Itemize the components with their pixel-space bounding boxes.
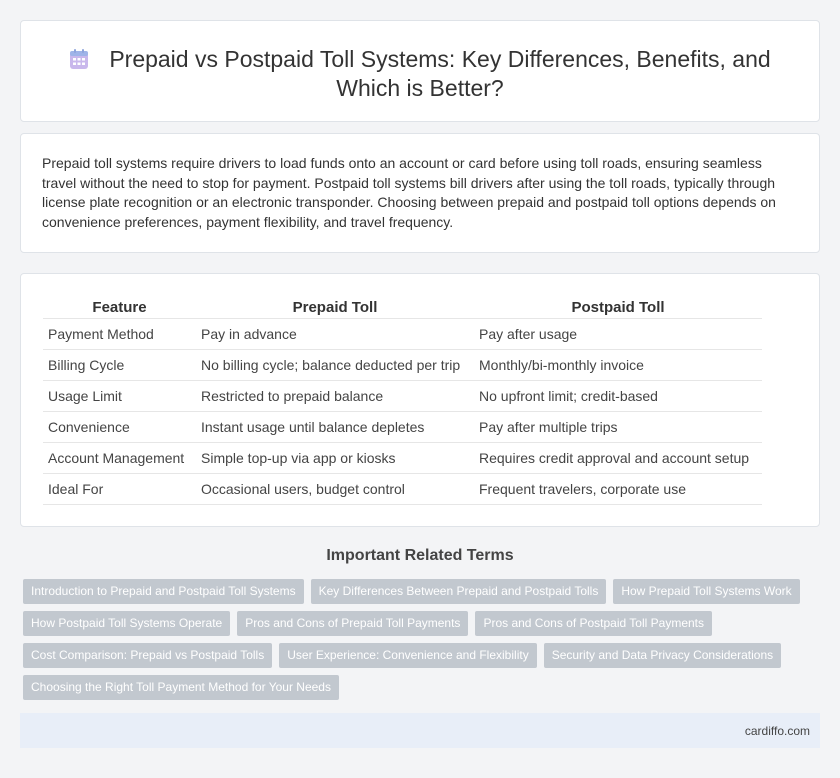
tag-row [23, 611, 823, 643]
related-term-link[interactable]: Security and Data Privacy Considerations [544, 643, 781, 668]
footer-site-link[interactable]: cardiffo.com [744, 724, 810, 738]
header-card [20, 20, 820, 122]
table-row [43, 349, 762, 380]
table-row [43, 442, 762, 473]
related-term-link[interactable]: Cost Comparison: Prepaid vs Postpaid Tolls [23, 643, 272, 668]
related-term-link[interactable]: Pros and Cons of Prepaid Toll Payments [237, 611, 468, 636]
table-cell: Pay after usage [474, 318, 762, 349]
header [21, 45, 819, 103]
table-cell: Simple top-up via app or kiosks [196, 442, 474, 473]
header-prepaid: Prepaid Toll [292, 299, 378, 317]
table-cell: Ideal For [43, 473, 196, 504]
footer [20, 713, 820, 748]
table-row [43, 380, 762, 411]
table-header-row [43, 296, 762, 318]
comparison-card [20, 273, 820, 527]
intro-card [20, 133, 820, 253]
table-cell: Pay after multiple trips [474, 411, 762, 442]
table-cell: Convenience [43, 411, 196, 442]
page-title [21, 45, 819, 103]
table-row [43, 473, 762, 504]
table-cell: Frequent travelers, corporate use [474, 473, 762, 504]
comparison-table [43, 296, 762, 505]
related-term-link[interactable]: User Experience: Convenience and Flexibility [279, 643, 536, 668]
related-term-link[interactable]: How Postpaid Toll Systems Operate [23, 611, 230, 636]
table-cell: Pay in advance [196, 318, 474, 349]
related-terms-list [23, 579, 823, 707]
table-cell: Occasional users, budget control [196, 473, 474, 504]
header-postpaid: Postpaid Toll [571, 299, 665, 317]
table-cell: Requires credit approval and account setup [474, 442, 762, 473]
related-term-link[interactable]: Choosing the Right Toll Payment Method for Your Needs [23, 675, 339, 700]
related-term-link[interactable]: Pros and Cons of Postpaid Toll Payments [475, 611, 712, 636]
table-cell: No upfront limit; credit-based [474, 380, 762, 411]
table-cell: Usage Limit [43, 380, 196, 411]
header-feature: Feature [92, 299, 147, 317]
intro-paragraph: Prepaid toll systems require drivers to load funds onto an account or card before using toll roads, ensuring seamless travel without the need to stop for payment. Postpaid toll systems bill drivers after using the toll roads, typically through license plate recognition or an electronic transponder. Choosing between prepaid and postpaid toll options depends on convenience preferences, payment flexibility, and travel frequency. [42, 155, 776, 230]
table-cell: Account Management [43, 442, 196, 473]
related-term-link[interactable]: Key Differences Between Prepaid and Postpaid Tolls [311, 579, 607, 604]
related-term-link[interactable]: Introduction to Prepaid and Postpaid Toll Systems [23, 579, 304, 604]
table-row [43, 318, 762, 349]
calendar-icon [69, 48, 89, 70]
tag-row [23, 579, 823, 611]
related-term-link[interactable]: How Prepaid Toll Systems Work [613, 579, 799, 604]
table-cell: No billing cycle; balance deducted per trip [196, 349, 474, 380]
tag-row [23, 675, 823, 707]
table-cell: Restricted to prepaid balance [196, 380, 474, 411]
table-cell: Monthly/bi-monthly invoice [474, 349, 762, 380]
table-cell: Payment Method [43, 318, 196, 349]
table-row [43, 411, 762, 442]
tag-row [23, 643, 823, 675]
table-cell: Instant usage until balance depletes [196, 411, 474, 442]
table-cell: Billing Cycle [43, 349, 196, 380]
page-title-text: Prepaid vs Postpaid Toll Systems: Key Differences, Benefits, and Which is Better? [109, 46, 771, 101]
related-terms-heading: Important Related Terms [326, 547, 514, 564]
